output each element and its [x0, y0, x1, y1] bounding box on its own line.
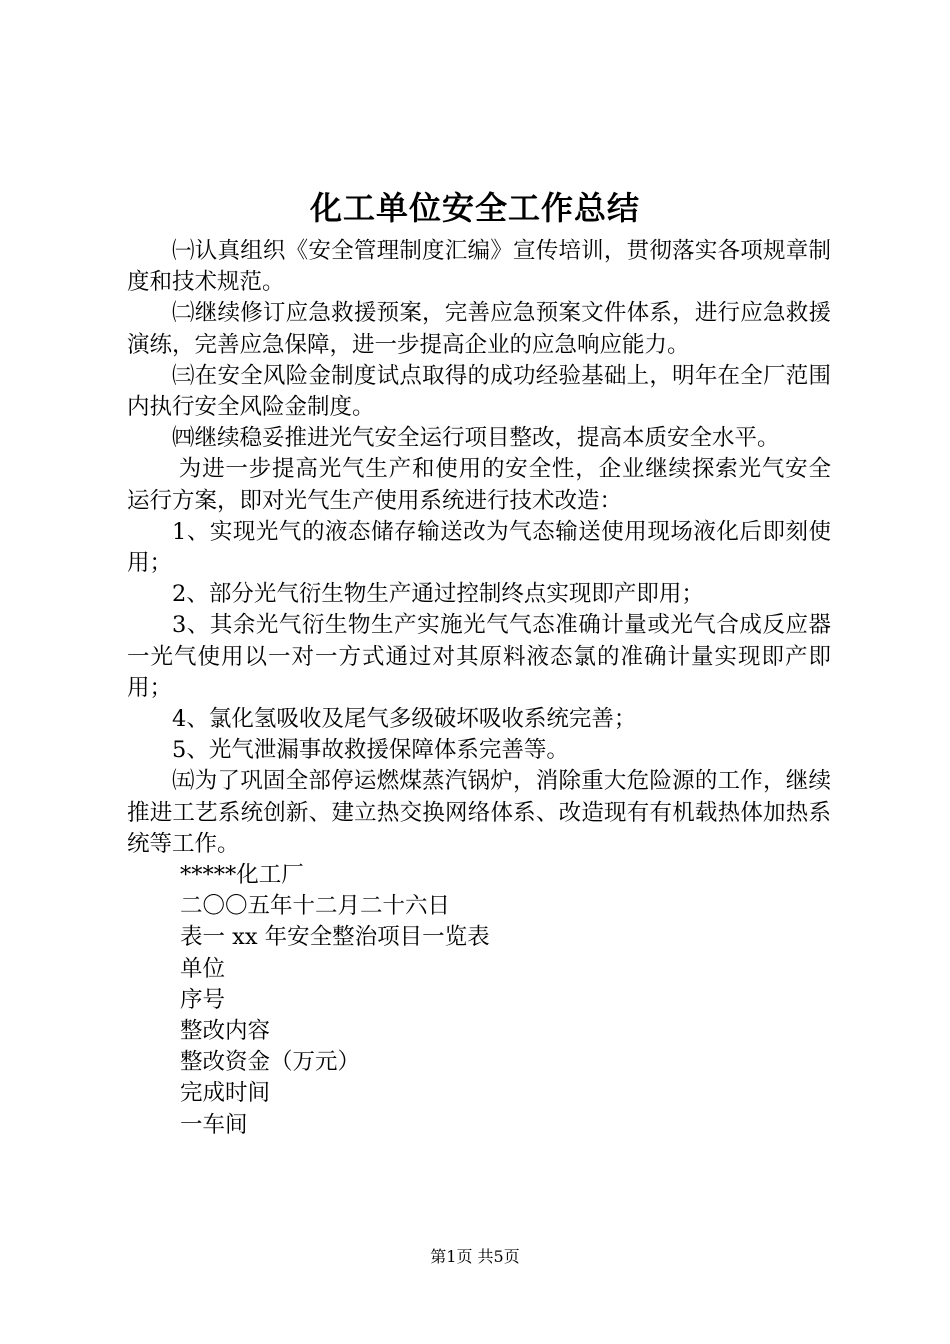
paragraph-4: ㈣继续稳妥推进光气安全运行项目整改，提高本质安全水平。 [172, 425, 780, 452]
table-header-number: 序号 [180, 986, 226, 1013]
table-header-time: 完成时间 [180, 1080, 271, 1107]
paragraph-5: 为进一步提高光气生产和使用的安全性，企业继续探索光气安全运行方案，即对光气生产使用系统进行技术改造： [127, 456, 831, 514]
table-header-funds: 整改资金（万元） [180, 1049, 361, 1076]
table-cell-workshop: 一车间 [180, 1111, 248, 1138]
signature-org: *****化工厂 [180, 862, 304, 889]
paragraph-1: ㈠认真组织《安全管理制度汇编》宣传培训，贯彻落实各项规章制度和技术规范。 [127, 238, 831, 296]
signature-date: 二〇〇五年十二月二十六日 [180, 893, 451, 920]
page-footer: 第1页 共5页 [430, 1247, 520, 1266]
table-header-content: 整改内容 [180, 1018, 271, 1045]
list-item-4: 4、氯化氢吸收及尾气多级破坏吸收系统完善； [172, 706, 637, 733]
list-item-1: 1、实现光气的液态储存输送改为气态输送使用现场液化后即刻使用； [127, 518, 831, 577]
list-item-5: 5、光气泄漏事故救援保障体系完善等。 [172, 737, 569, 764]
paragraph-6: ㈤为了巩固全部停运燃煤蒸汽锅炉，消除重大危险源的工作，继续推进工艺系统创新、建立热交换网络体系、改造现有有机载热体加热系统等工作。 [127, 768, 831, 857]
document-body [127, 236, 831, 1141]
list-item-2: 2、部分光气衍生物生产通过控制终点实现即产即用； [172, 581, 704, 608]
paragraph-3: ㈢在安全风险金制度试点取得的成功经验基础上，明年在全厂范围内执行安全风险金制度。 [127, 362, 831, 421]
list-item-3: 3、其余光气衍生物生产实施光气气态准确计量或光气合成反应器一光气使用以一对一方式通过对其原料液态氯的准确计量实现即产即用； [127, 612, 831, 701]
table-caption: 表一 xx 年安全整治项目一览表 [180, 924, 490, 951]
table-header-unit: 单位 [180, 955, 226, 982]
document-title: 化工单位安全工作总结 [309, 189, 640, 227]
paragraph-2: ㈡继续修订应急救援预案，完善应急预案文件体系，进行应急救援演练，完善应急保障，进一步提高企业的应急响应能力。 [127, 300, 831, 358]
